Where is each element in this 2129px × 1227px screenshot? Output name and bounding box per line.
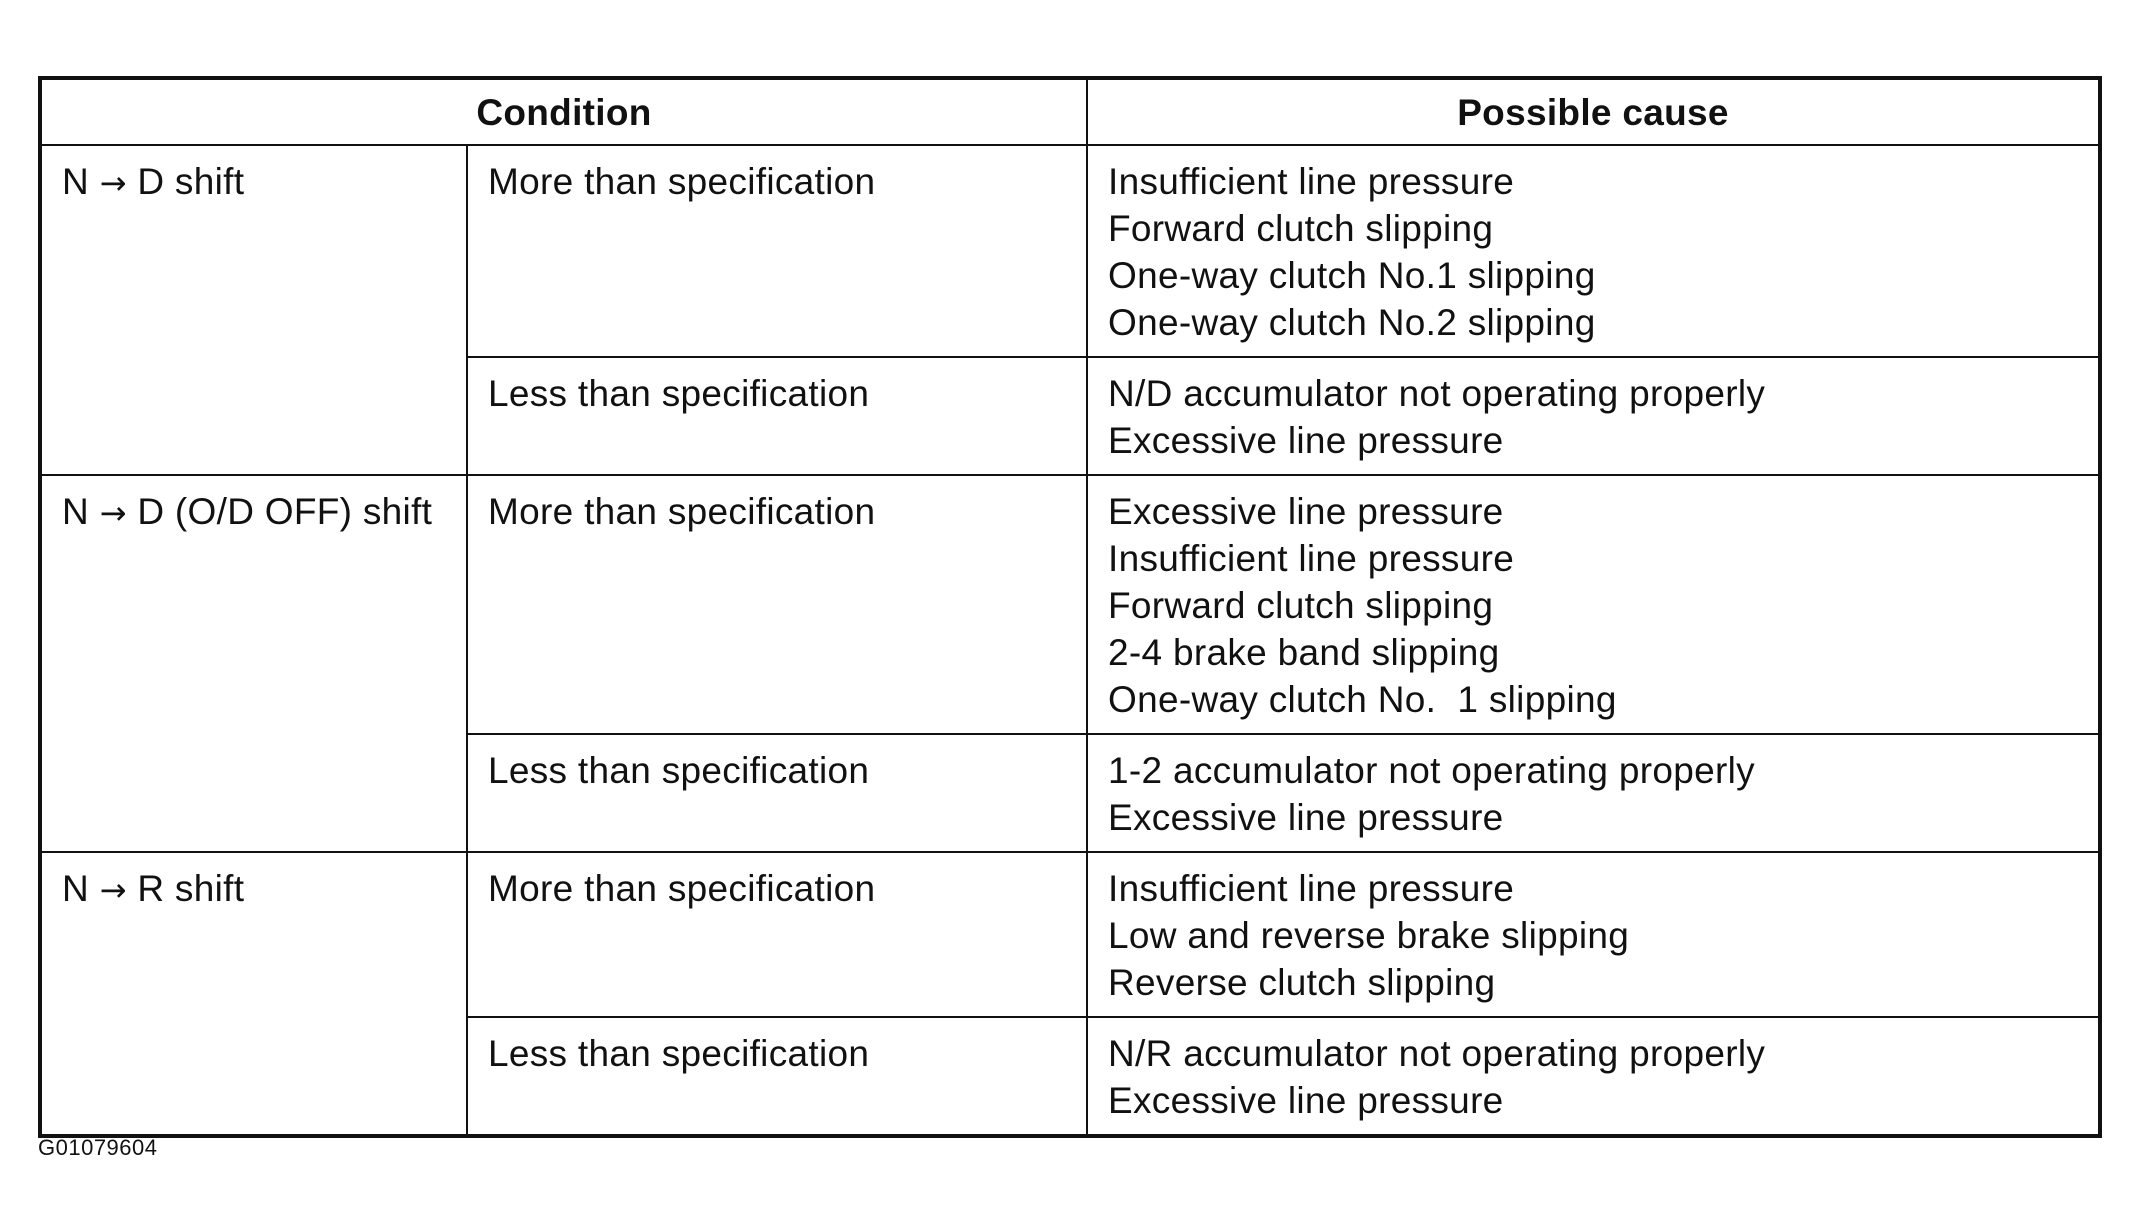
cause-cell (1087, 734, 2100, 852)
cause-item: One-way clutch No.2 slipping (1108, 302, 1596, 343)
cause-cell (1087, 357, 2100, 475)
spec-cell: Less than specification (467, 1017, 1087, 1136)
shift-prefix: N (62, 161, 100, 202)
spec-cell: Less than specification (467, 734, 1087, 852)
cause-item: Insufficient line pressure (1108, 868, 1515, 909)
shift-suffix: R shift (126, 868, 245, 909)
right-arrow-icon: → (99, 871, 127, 909)
table-row (40, 475, 2100, 734)
cause-item: Forward clutch slipping (1108, 585, 1494, 626)
shift-prefix: N (62, 491, 100, 532)
table-row (40, 145, 2100, 357)
shift-suffix: D shift (126, 161, 245, 202)
shift-suffix: D (O/D OFF) shift (126, 491, 433, 532)
cause-item: 1-2 accumulator not operating properly (1108, 750, 1755, 791)
cause-cell (1087, 145, 2100, 357)
cause-cell (1087, 475, 2100, 734)
shift-prefix: N (62, 868, 100, 909)
condition-header: Condition (40, 78, 1087, 145)
possible-cause-header: Possible cause (1087, 78, 2100, 145)
figure-id-label: G01079604 (38, 1135, 158, 1160)
table-row (40, 852, 2100, 1017)
diagnosis-table (38, 76, 2102, 1138)
cause-item: N/D accumulator not operating properly (1108, 373, 1766, 414)
shift-condition-cell (40, 145, 467, 475)
cause-item: Excessive line pressure (1108, 797, 1504, 838)
spec-cell: More than specification (467, 145, 1087, 357)
header-row (40, 78, 2100, 145)
cause-item: Excessive line pressure (1108, 1080, 1504, 1121)
spec-cell: More than specification (467, 852, 1087, 1017)
cause-item: N/R accumulator not operating properly (1108, 1033, 1766, 1074)
cause-cell (1087, 1017, 2100, 1136)
cause-item: Excessive line pressure (1108, 420, 1504, 461)
cause-item: One-way clutch No.1 slipping (1108, 255, 1596, 296)
shift-condition-cell (40, 852, 467, 1136)
spec-cell: Less than specification (467, 357, 1087, 475)
cause-item: Forward clutch slipping (1108, 208, 1494, 249)
cause-item: 2-4 brake band slipping (1108, 632, 1500, 673)
shift-condition-cell (40, 475, 467, 852)
right-arrow-icon: → (99, 494, 127, 532)
spec-cell: More than specification (467, 475, 1087, 734)
cause-item: Insufficient line pressure (1108, 538, 1515, 579)
right-arrow-icon: → (99, 164, 127, 202)
cause-item: Excessive line pressure (1108, 491, 1504, 532)
cause-cell (1087, 852, 2100, 1017)
cause-item: Reverse clutch slipping (1108, 962, 1496, 1003)
cause-item: Insufficient line pressure (1108, 161, 1515, 202)
cause-item: Low and reverse brake slipping (1108, 915, 1630, 956)
cause-item: One-way clutch No. 1 slipping (1108, 679, 1617, 720)
